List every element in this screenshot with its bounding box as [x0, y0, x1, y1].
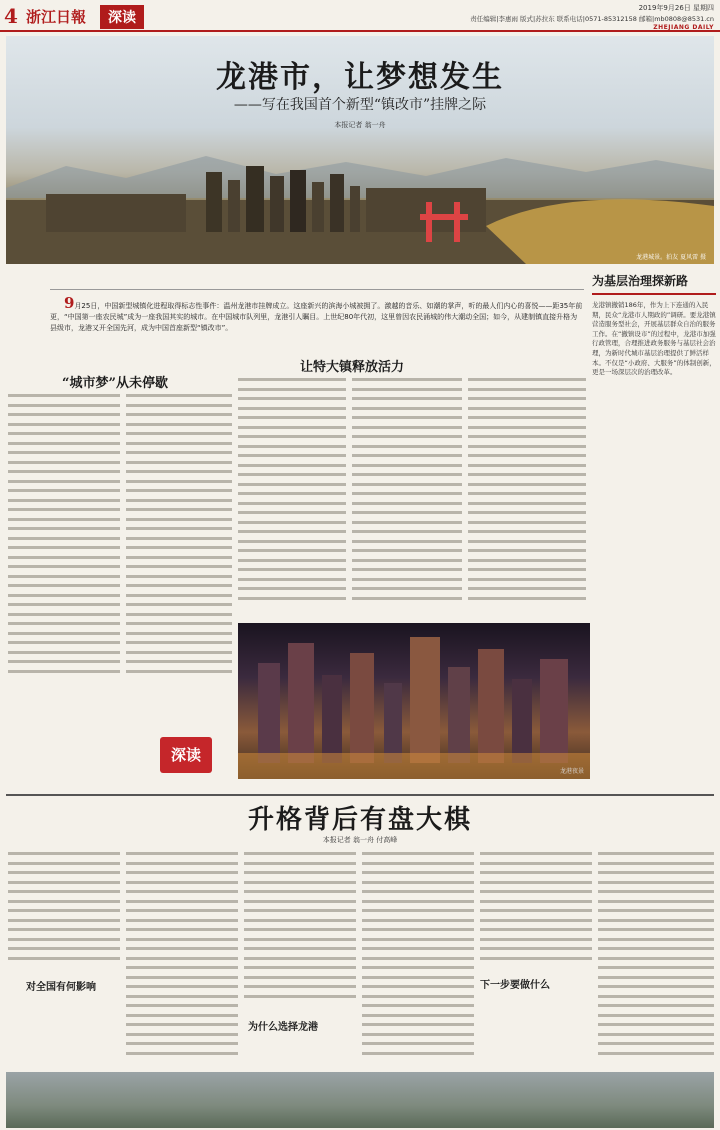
sidebar-article [592, 272, 716, 792]
night-skyline [238, 623, 590, 779]
lead-dropnum: 9 [64, 294, 75, 312]
story2-col-5 [480, 852, 592, 970]
sidebar-text: 龙港镇撤销186年，作为上下连通的入民期，民众“龙港市人期政的”调研。要龙港镇营造服务型社会，开展基层群众自治的服务工作。在“撤镇设市”的过程中，龙港市加强行政管理，合理推进政务服务与基层社会治理，为新时代城市基层治理提供了鲜活样本。不仅是“小政府、大服务”的体制创新，更是一场深层次的治理改革。 [592, 301, 716, 377]
hero-title: 龙港市，让梦想发生 [216, 60, 504, 95]
article-column-3 [238, 378, 346, 618]
section-title-vitality: 让特大镇释放活力 [300, 360, 405, 375]
page-number: 4 [4, 4, 18, 28]
article-column-5 [468, 378, 586, 618]
paper-english-name: ZHEJIANG DAILY [653, 24, 714, 31]
photo-credit-2: 龙港夜景 [559, 768, 584, 775]
lead-text: 月25日，中国新型城镇化进程取得标志性事件：温州龙港市挂牌成立。这座新兴的滨海小城被拥了。激越的音乐、如潮的掌声，听的最人们内心的喜悦——距35年前更，“中国第一座农民城”成为一座我国其实的城市。在中国城市队列里，龙港引人瞩目。上世纪80年代初，这里曾因农民涌城的伟大潮动全国；如今，从建制镇直接升格为县级市，龙港又开全国先河，成为中国首座新型“镇改市”。 [50, 302, 583, 332]
section-title-dream: “城市梦”从未停歇 [62, 376, 168, 391]
night-city-photo [238, 623, 590, 779]
masthead [0, 0, 720, 32]
article-column-1 [8, 394, 120, 694]
sidebar-title: 为基层治理探新路 [592, 272, 716, 295]
story2-byline: 本报记者 翁一舟 付高峰 [322, 836, 398, 844]
story2-title: 升格背后有盘大棋 [247, 805, 472, 835]
story2-col-3 [244, 852, 356, 1012]
hero-photo [6, 36, 714, 264]
photo-credit: 龙港城景。拍友 夏风雷 摄 [636, 254, 706, 261]
section-badge: 深读 [100, 5, 144, 29]
story2-col-6 [598, 852, 714, 1066]
hero-subtitle: ——写在我国首个新型“镇改市”挂牌之际 [233, 97, 487, 113]
story2-col-1 [8, 852, 120, 972]
issue-date: 2019年9月26日 星期四 [638, 4, 714, 12]
article-column-4 [352, 378, 462, 618]
section-stamp: 深读 [160, 737, 212, 773]
story2-col-2 [126, 852, 238, 1066]
article-column-2 [126, 394, 232, 694]
hero-byline: 本报记者 翁一舟 [334, 121, 386, 129]
subhead-next: 下一步要做什么 [480, 980, 550, 991]
paper-logo: 浙江日報 [26, 8, 87, 26]
story-divider [6, 794, 714, 796]
city-skyline [6, 166, 714, 264]
subhead-why: 为什么选择龙港 [248, 1022, 318, 1033]
bottom-photo-strip [6, 1072, 714, 1128]
story2-col-4 [362, 852, 474, 1066]
editor-credits: 责任编辑|李惠雨 版式|苏拉东 联系电话|0571-85312158 邮箱|mb0808@8531.cn [470, 15, 714, 23]
subhead-impact: 对全国有何影响 [26, 982, 96, 993]
